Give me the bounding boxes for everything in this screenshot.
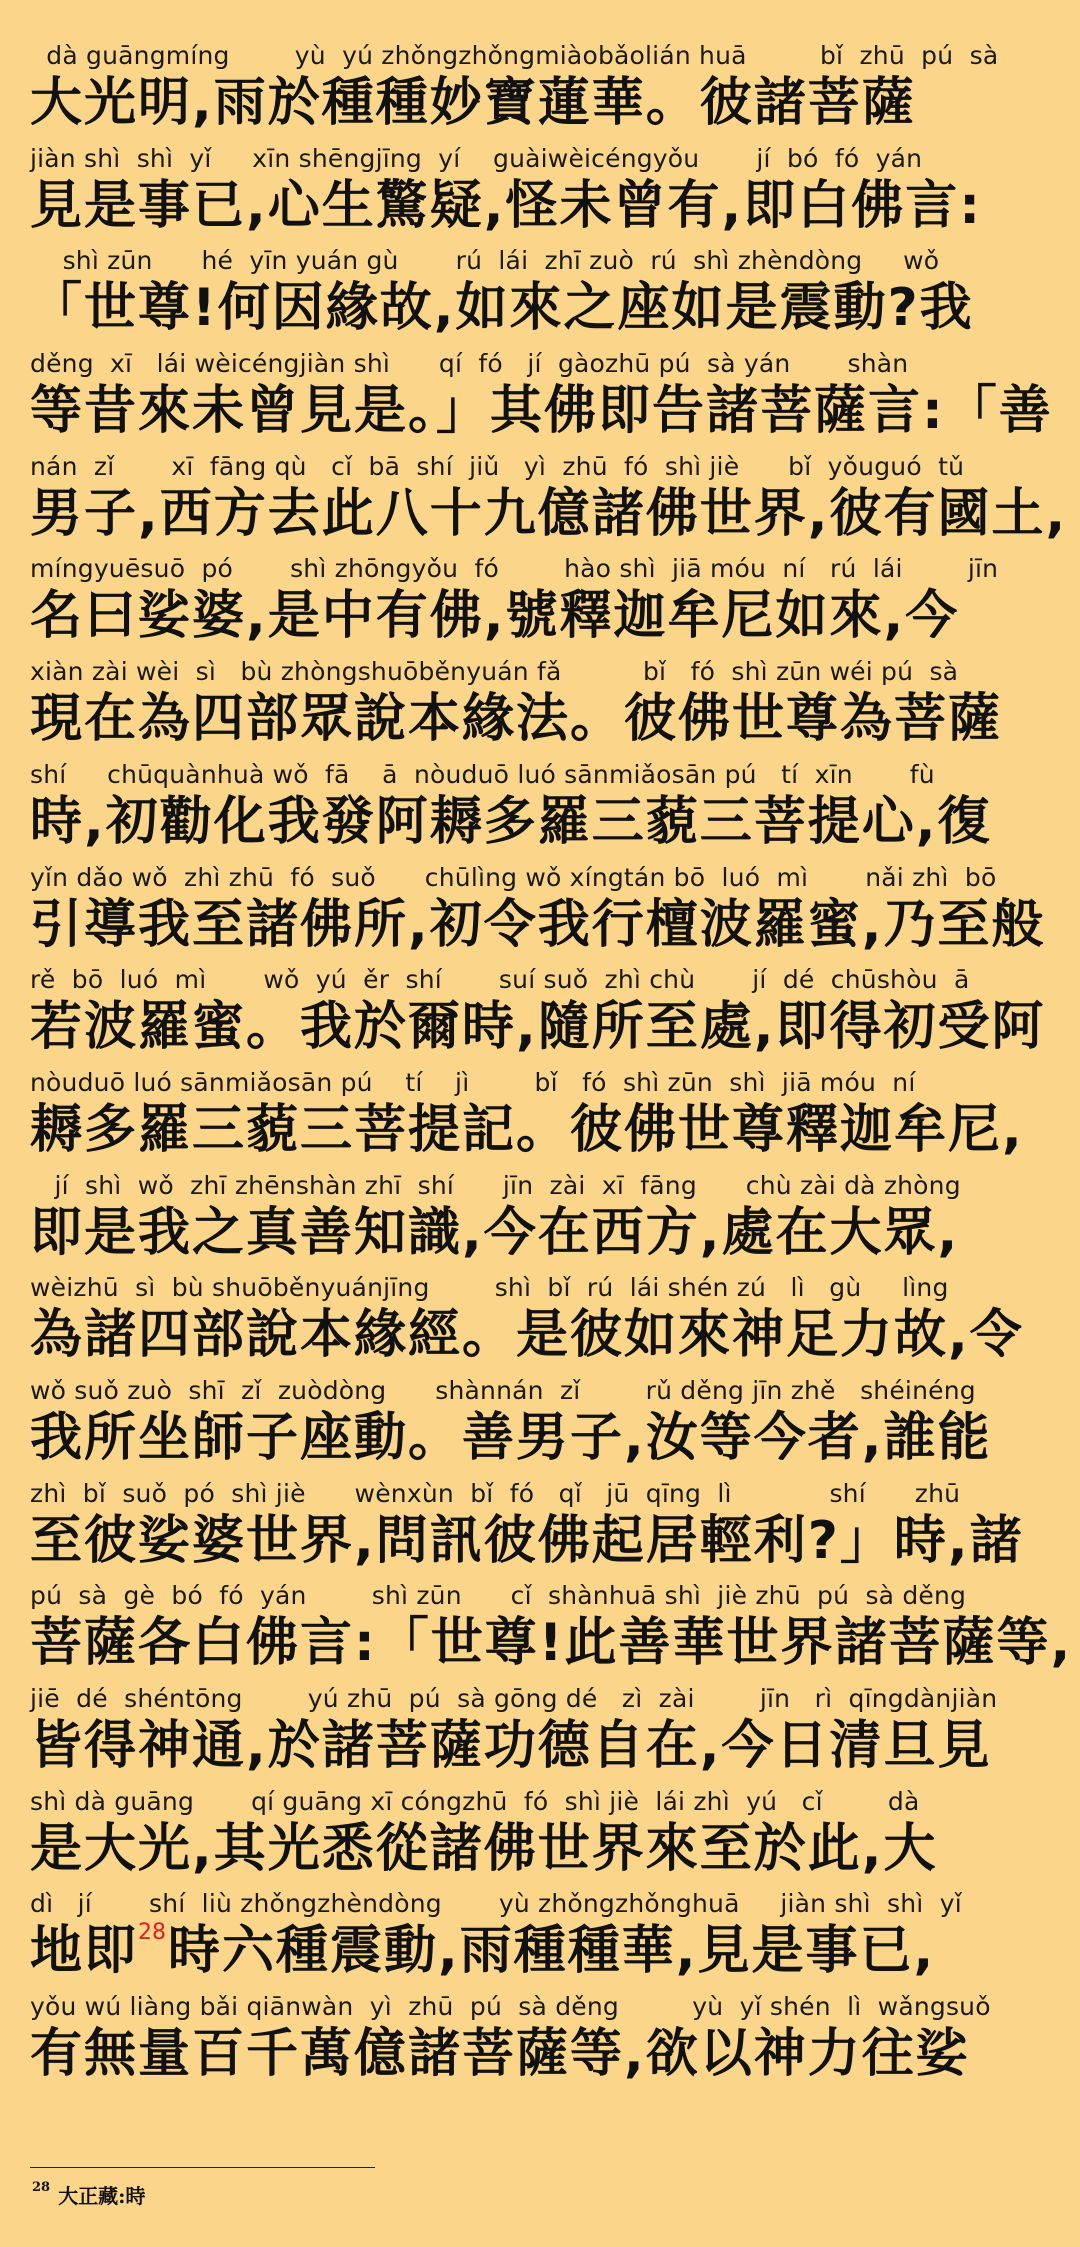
hanzi-row: 我所坐師子座動。善男子,汝等今者,誰能 (30, 1407, 992, 1468)
hanzi-row: 大光明,雨於種種妙寶蓮華。彼諸菩薩 (30, 73, 916, 133)
pinyin-row: pú sà gè bó fó yán shì zūn cǐ shànhuā shì jiè zhū pú sà děng (30, 1581, 967, 1611)
hanzi-row: 男子,西方去此八十九億諸佛世界,彼有國土, (30, 483, 1068, 544)
text-line-15 (30, 1478, 1060, 1581)
pinyin-row: shì zūn hé yīn yuán gù rú lái zhī zuò rú shì zhèndòng wǒ (30, 246, 940, 276)
hanzi-row: 時,初勸化我發阿耨多羅三藐三菩提心,復 (30, 791, 992, 852)
hanzi-row: 即是我之真善知識,今在西方,處在大眾, (30, 1202, 960, 1263)
pinyin-row: děng xī lái wèicéngjiàn shì qí fó jí gàozhū pú sà yán shàn (30, 349, 909, 379)
pinyin-row: jiàn shì shì yǐ xīn shēngjīng yí guàiwèicéngyǒu jí bó fó yán (30, 143, 923, 173)
hanzi-segment-after-ref: 時六種震動,雨種種華,見是事已, (168, 1921, 936, 1982)
pinyin-row: zhì bǐ suǒ pó shì jiè wènxùn bǐ fó qǐ jū qīng lì shí zhū (30, 1478, 961, 1508)
hanzi-row: 是大光,其光悉從諸佛世界來至於此,大 (30, 1818, 938, 1879)
hanzi-row: 引導我至諸佛所,初令我行檀波羅蜜,乃至般 (30, 894, 1046, 955)
pinyin-row: wǒ suǒ zuò shī zǐ zuòdòng shànnán zǐ rǔ děng jīn zhě shéinéng (30, 1375, 976, 1405)
pinyin-row: yǐn dǎo wǒ zhì zhū fó suǒ chūlìng wǒ xíngtán bō luó mì nǎi zhì bō (30, 862, 997, 892)
scripture-text-block (30, 40, 1073, 2094)
text-line-12 (30, 1170, 1060, 1273)
pinyin-row: wèizhū sì bù shuōběnyuánjīng shì bǐ rú lái shén zú lì gù lìng (30, 1273, 949, 1303)
hanzi-row: 名曰娑婆,是中有佛,號釋迦牟尼如來,今 (30, 586, 960, 647)
text-line-1 (30, 40, 1060, 143)
hanzi-row: 為諸四部說本緣經。是彼如來神足力故,令 (30, 1305, 1024, 1366)
text-line-8 (30, 759, 1060, 862)
text-line-19 (30, 1888, 1060, 1991)
hanzi-row-with-footnote (30, 1920, 1060, 1982)
pinyin-row: rě bō luó mì wǒ yú ěr shí suí suǒ zhì chù jí dé chūshòu ā (30, 965, 970, 995)
pinyin-row: dì jí shí liù zhǒngzhèndòng yù zhǒngzhǒnghuā jiàn shì shì yǐ (30, 1889, 962, 1919)
pinyin-row: xiàn zài wèi sì bù zhòngshuōběnyuán fǎ bǐ fó shì zūn wéi pú sà (30, 657, 959, 687)
footnote-text: 大正藏:時 (58, 2184, 146, 2208)
hanzi-row: 現在為四部眾說本緣法。彼佛世尊為菩薩 (30, 689, 1003, 750)
text-line-3 (30, 245, 1060, 348)
text-line-6 (30, 553, 1060, 656)
hanzi-row: 見是事已,心生驚疑,怪未曾有,即白佛言: (30, 175, 983, 236)
text-line-10 (30, 964, 1060, 1067)
pinyin-row: nòuduō luó sānmiǎosān pú tí jì bǐ fó shì zūn shì jiā móu ní (30, 1067, 916, 1097)
hanzi-segment-before-ref: 地即 (30, 1921, 139, 1982)
hanzi-row: 若波羅蜜。我於爾時,隨所至處,即得初受阿 (30, 997, 1046, 1058)
pinyin-row: nán zǐ xī fāng qù cǐ bā shí jiǔ yì zhū fó shì jiè bǐ yǒuguó tǔ (30, 451, 965, 481)
pinyin-row: yǒu wú liàng bǎi qiānwàn yì zhū pú sà děng yù yǐ shén lì wǎngsuǒ (30, 1992, 991, 2022)
pinyin-row: shì dà guāng qí guāng xī cóngzhū fó shì jiè lái zhì yú cǐ dà (30, 1786, 920, 1816)
hanzi-row: 菩薩各白佛言:「世尊!此善華世界諸菩薩等, (30, 1613, 1073, 1674)
hanzi-row: 有無量百千萬億諸菩薩等,欲以神力往娑 (30, 2024, 970, 2085)
text-line-4 (30, 348, 1060, 451)
text-line-11 (30, 1067, 1060, 1170)
footnote-divider (30, 2167, 375, 2168)
text-line-9 (30, 862, 1060, 965)
hanzi-row: 等昔來未曾見是。」其佛即告諸菩薩言:「善 (30, 381, 1053, 442)
pinyin-row: shí chūquànhuà wǒ fā ā nòuduō luó sānmiǎosān pú tí xīn fù (30, 759, 935, 789)
text-line-2 (30, 143, 1060, 246)
footnote-number: 28 (32, 2180, 51, 2195)
footnote-reference-marker[interactable]: 28 (138, 1920, 167, 1946)
hanzi-row: 皆得神通,於諸菩薩功德自在,今日清旦見 (30, 1716, 992, 1776)
pinyin-row: dà guāngmíng yù yú zhǒngzhǒngmiàobǎolián huā bǐ zhū pú sà (30, 41, 999, 70)
text-line-14 (30, 1375, 1060, 1478)
text-line-5 (30, 451, 1068, 554)
text-line-18 (30, 1786, 1060, 1889)
hanzi-row: 耨多羅三藐三菩提記。彼佛世尊釋迦牟尼, (30, 1099, 1024, 1160)
text-line-7 (30, 656, 1060, 759)
footnote (32, 2180, 145, 2209)
text-line-13 (30, 1272, 1060, 1375)
pinyin-row: jí shì wǒ zhī zhēnshàn zhī shí jīn zài xī fāng chù zài dà zhòng (30, 1170, 961, 1200)
hanzi-row: 至彼娑婆世界,問訊彼佛起居輕利?」時,諸 (30, 1510, 1024, 1571)
text-line-16 (30, 1580, 1073, 1683)
text-line-17 (30, 1683, 1060, 1786)
pinyin-row: jiē dé shéntōng yú zhū pú sà gōng dé zì zài jīn rì qīngdànjiàn (30, 1684, 998, 1713)
pinyin-row: míngyuēsuō pó shì zhōngyǒu fó hào shì jiā móu ní rú lái jīn (30, 554, 999, 584)
text-line-20 (30, 1991, 1060, 2094)
hanzi-row: 「世尊!何因緣故,如來之座如是震動?我 (30, 278, 974, 339)
